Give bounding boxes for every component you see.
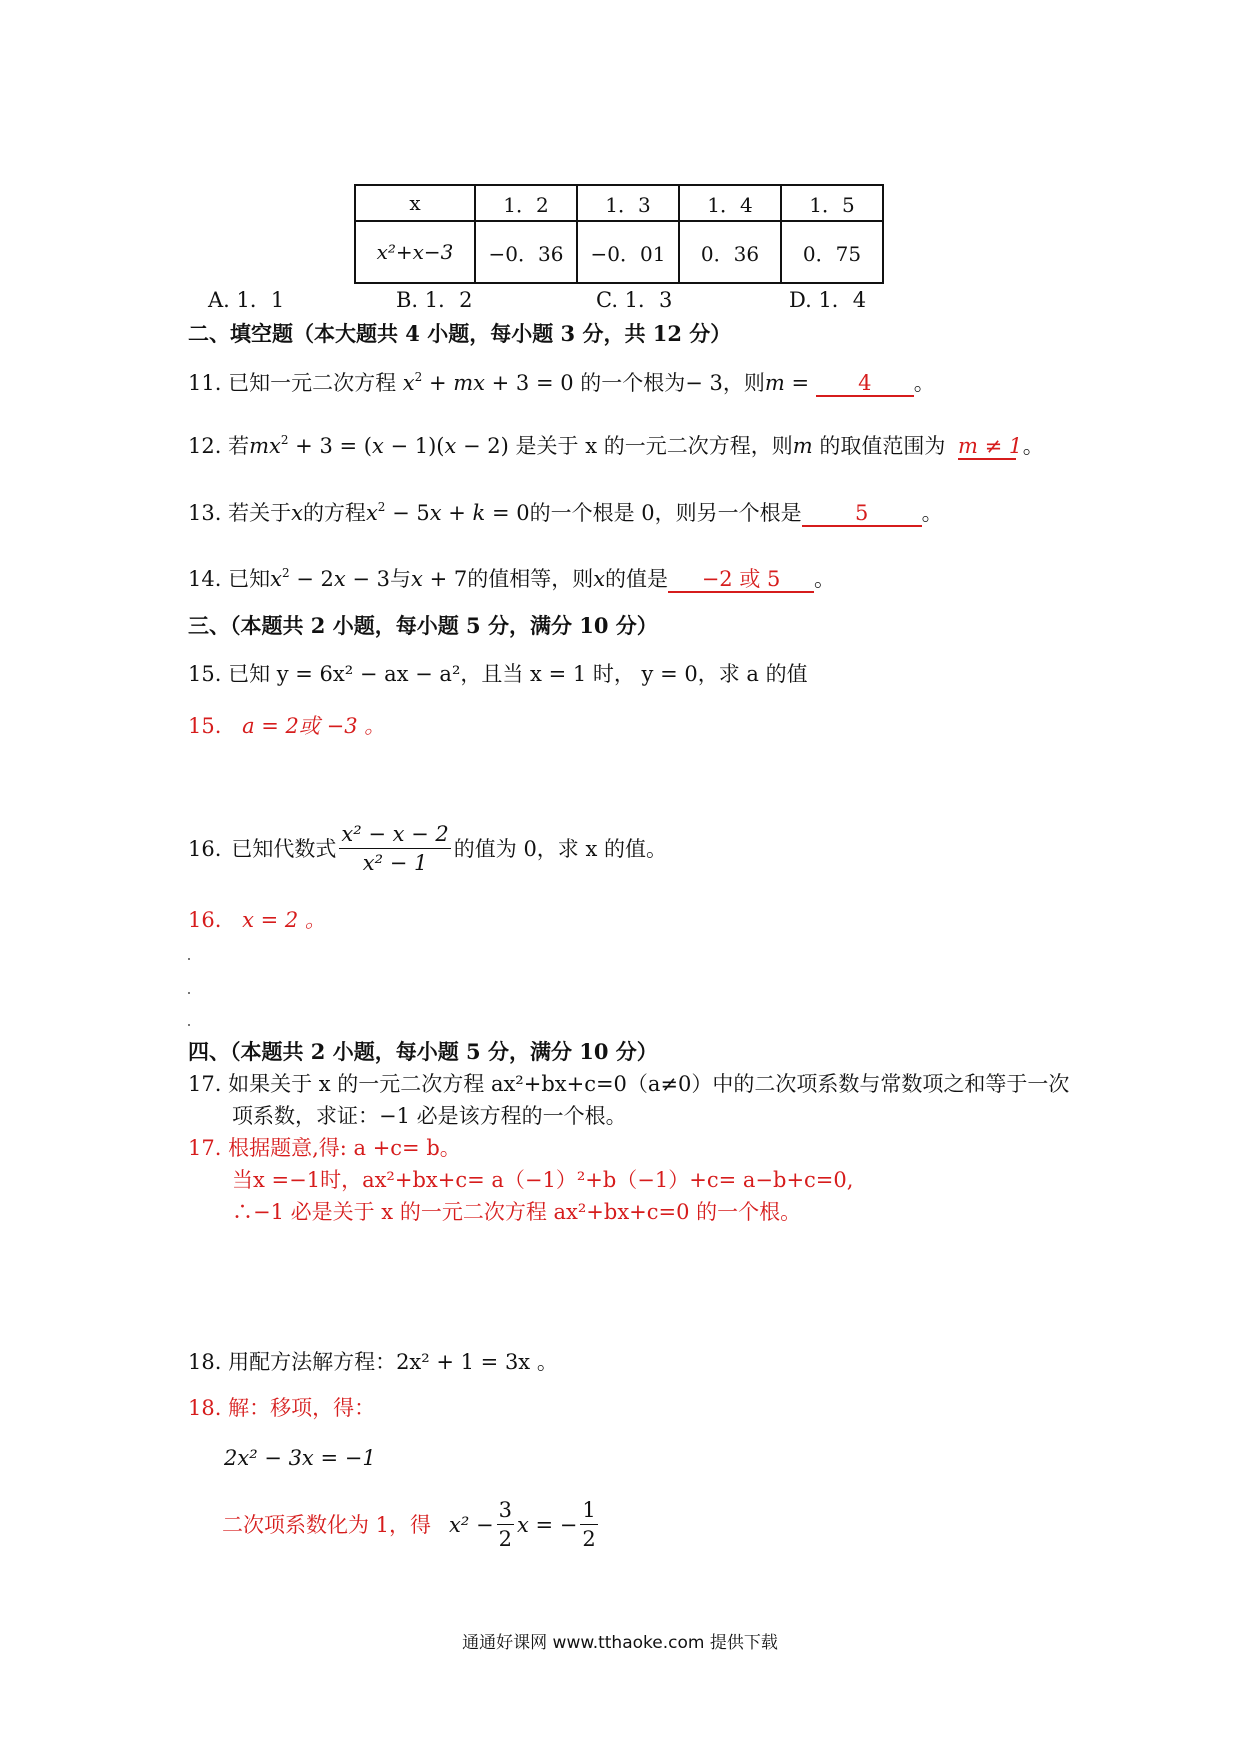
answer-text: a = 2或 −3 。 bbox=[242, 714, 386, 738]
fraction bbox=[339, 820, 450, 877]
question-text: 若 bbox=[228, 434, 250, 458]
table-cell: 0．36 bbox=[679, 221, 781, 283]
question-number: 14. bbox=[188, 567, 222, 591]
question-17-line2: 项系数，求证：−1 必是该方程的一个根。 bbox=[232, 1104, 627, 1128]
table-row-label: x²+x−3 bbox=[355, 221, 475, 283]
question-number: 13. bbox=[188, 501, 222, 525]
answer-blank: m ≠ 1 bbox=[958, 434, 1023, 458]
fraction-numerator: 3 bbox=[497, 1496, 514, 1525]
table-cell: −0．01 bbox=[577, 221, 679, 283]
option-a: A. 1．1 bbox=[208, 288, 285, 312]
question-14: 14. 已知$x^2 - 2x - 3$与x + 7的值相等，则x的值是 −2 或 5 。 bbox=[188, 566, 836, 591]
answer-17-line1: 17. 根据题意,得: a +c= b。 bbox=[188, 1136, 461, 1160]
step-text: 二次项系数化为 1，得 bbox=[222, 1512, 432, 1537]
question-18: 18. 用配方法解方程：2x² + 1 = 3x 。 bbox=[188, 1350, 558, 1374]
question-number: 11. bbox=[188, 371, 222, 395]
answer-18-head: 18. 解：移项，得： bbox=[188, 1396, 376, 1420]
step-expr: x² − bbox=[449, 1512, 494, 1537]
question-text: ，则 bbox=[722, 371, 765, 395]
question-text: 的值为 0，求 x 的值。 bbox=[453, 836, 667, 861]
fraction-numerator: x² − x − 2 bbox=[339, 820, 450, 849]
question-text: 的值是 bbox=[605, 567, 669, 591]
table-header-cell: 1．4 bbox=[679, 185, 781, 221]
question-text: 与 bbox=[390, 567, 412, 591]
answer-15 bbox=[188, 712, 385, 740]
question-text: 的方程 bbox=[302, 501, 366, 525]
question-text: 的一个根是 0，则另一个根是 bbox=[529, 501, 802, 525]
question-number: 12. bbox=[188, 434, 222, 458]
stray-dot bbox=[188, 1024, 190, 1026]
section-heading-2: 二、填空题（本大题共 4 小题，每小题 3 分，共 12 分） bbox=[188, 321, 732, 346]
value-table bbox=[354, 184, 884, 284]
question-16 bbox=[188, 820, 667, 877]
section-heading-3: 三、（本题共 2 小题，每小题 5 分，满分 10 分） bbox=[188, 613, 658, 638]
answer-number: 16. bbox=[188, 908, 222, 932]
stray-dot bbox=[188, 992, 190, 994]
stray-dot bbox=[188, 958, 190, 960]
fraction-denominator: x² − 1 bbox=[362, 851, 428, 875]
answer-16 bbox=[188, 906, 326, 934]
question-text: 若关于 bbox=[228, 501, 292, 525]
table-cell: −0．36 bbox=[475, 221, 577, 283]
table-header-cell: 1．2 bbox=[475, 185, 577, 221]
fraction-denominator: 2 bbox=[498, 1527, 512, 1551]
option-c: C. 1．3 bbox=[596, 288, 673, 312]
answer-18-step2 bbox=[222, 1496, 601, 1553]
question-11: 11. 已知一元二次方程 $x^2$ + mx + 3 = 0 的一个根为− 3，则m = 4 。 bbox=[188, 370, 935, 395]
question-text: 已知 bbox=[228, 567, 271, 591]
table-cell: 0．75 bbox=[781, 221, 883, 283]
question-text: 已知代数式 bbox=[231, 836, 337, 861]
option-d: D. 1．4 bbox=[789, 288, 867, 312]
question-13: 13. 若关于x的方程$x^2 - 5x + k = 0$的一个根是 0，则另一个根是 5 。 bbox=[188, 500, 943, 525]
table-header-cell: x bbox=[355, 185, 475, 221]
question-text: 的值相等，则 bbox=[467, 567, 594, 591]
answer-text: x = 2 。 bbox=[242, 908, 326, 932]
question-text: 已知一元二次方程 bbox=[228, 371, 397, 395]
fraction-denominator: 2 bbox=[582, 1527, 596, 1551]
answer-17-line3: ∴−1 必是关于 x 的一元二次方程 ax²+bx+c=0 的一个根。 bbox=[232, 1200, 802, 1224]
page-footer: 通通好课网 www.tthaoke.com 提供下载 bbox=[462, 1633, 778, 1653]
answer-blank: −2 或 5 bbox=[668, 567, 814, 593]
question-text: 的取值范围为 bbox=[819, 434, 946, 458]
question-15: 15. 已知 y = 6x² − ax − a²，且当 x = 1 时， y = 0，求 a 的值 bbox=[188, 662, 808, 686]
fraction bbox=[497, 1496, 514, 1553]
answer-17-line2: 当x =−1时，ax²+bx+c= a（−1）²+b（−1）+c= a−b+c=0, bbox=[232, 1168, 854, 1192]
answer-blank: 4 bbox=[816, 371, 914, 397]
step-expr: x = − bbox=[516, 1512, 578, 1537]
answer-blank: 5 bbox=[802, 501, 922, 527]
fraction bbox=[580, 1496, 597, 1553]
section-heading-4: 四、（本题共 2 小题，每小题 5 分，满分 10 分） bbox=[188, 1039, 658, 1064]
question-text: 是关于 x 的一元二次方程，则 bbox=[515, 434, 793, 458]
question-text: 的一个根为 bbox=[580, 371, 686, 395]
fraction-numerator: 1 bbox=[580, 1496, 597, 1525]
question-12: 12. 若$mx^2 + 3 = (x - 1)(x - 2)$ 是关于 x 的一元二次方程，则m 的取值范围为 m ≠ 1 。 bbox=[188, 433, 1044, 458]
option-b: B. 1．2 bbox=[396, 288, 473, 312]
answer-number: 15. bbox=[188, 714, 222, 738]
question-number: 16. bbox=[188, 836, 222, 861]
question-17-line1: 17. 如果关于 x 的一元二次方程 ax²+bx+c=0（a≠0）中的二次项系数与常数项之和等于一次 bbox=[188, 1072, 1070, 1096]
table-header-cell: 1．3 bbox=[577, 185, 679, 221]
answer-18-step1: 2x² − 3x = −1 bbox=[224, 1446, 376, 1470]
table-header-cell: 1．5 bbox=[781, 185, 883, 221]
